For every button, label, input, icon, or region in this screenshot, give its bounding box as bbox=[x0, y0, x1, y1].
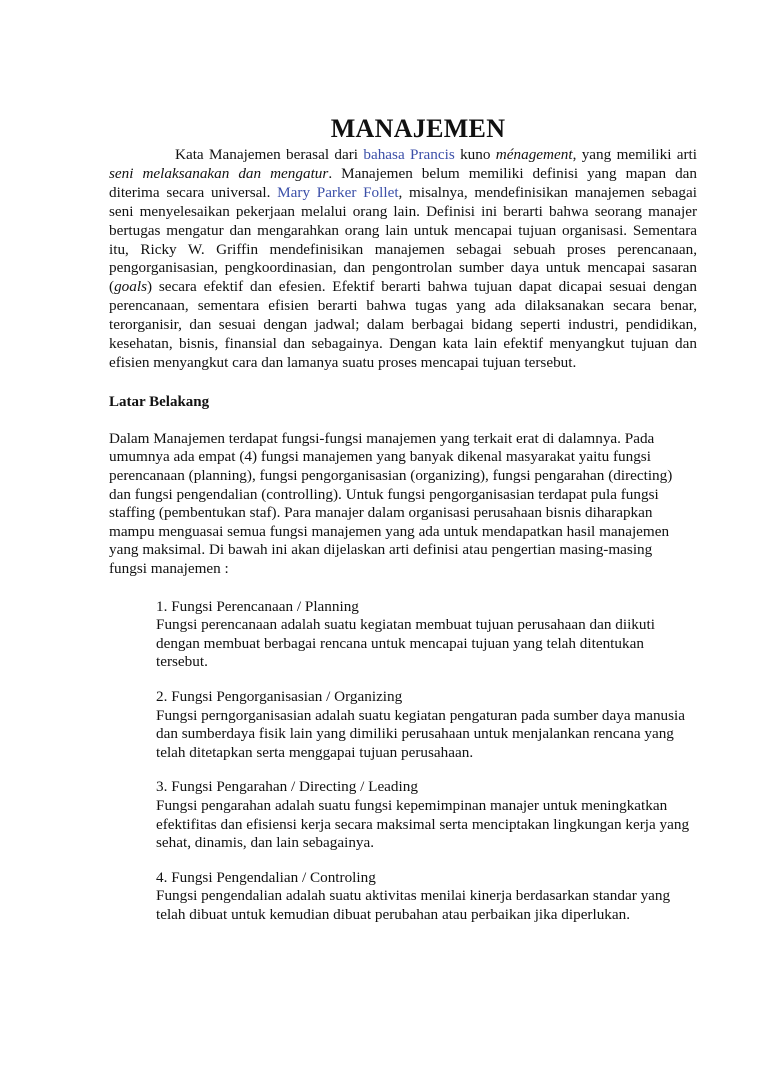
intro-text: kuno bbox=[454, 146, 496, 163]
link-bahasa-prancis[interactable]: bahasa Prancis bbox=[363, 146, 455, 163]
function-description: Fungsi pengendalian adalah suatu aktivitas menilai kinerja berdasarkan standar yang telah dibuat untuk kemudian dibuat perubahan atau perbaikan jika diperlukan. bbox=[156, 887, 671, 923]
section-heading: Latar Belakang bbox=[109, 393, 210, 410]
intro-term: ménagement bbox=[495, 146, 573, 163]
function-description: Fungsi pengarahan adalah suatu fungsi kepemimpinan manajer untuk meningkatkan efektifitas dan efisiensi kerja secara maksimal serta menciptakan lingkungan kerja yang sehat, dinamis, dan lain sebagainya. bbox=[156, 796, 690, 852]
function-item bbox=[156, 869, 696, 925]
function-title: 3. Fungsi Pengarahan / Directing / Leading bbox=[156, 778, 418, 796]
document-page bbox=[109, 112, 697, 941]
intro-text: . Manajemen belum memiliki definisi yang mapan dan diterima secara universal. bbox=[109, 164, 697, 201]
section-body: Dalam Manajemen terdapat fungsi-fungsi manajemen yang terkait erat di dalamnya. Pada umumnya ada empat (4) fungsi manajemen yang banyak dikenal masyarakat yaitu fungsi perencanaan (planning), fungsi pengorganisasian (organizing), fungsi pengarahan (directing) dan fungsi pengendalian (controlling). Untuk fungsi pengorganisasian terdapat pula fungsi staffing (pembentukan staf). Para manajer dalam organisasi perusahaan bisnis diharapkan mampu menguasai semua fungsi manajemen yang ada untuk mendapatkan hasil manajemen yang maksimal. Di bawah ini akan dijelaskan arti definisi atau pengertian masing-masing fungsi manajemen : bbox=[109, 429, 673, 578]
function-item bbox=[156, 598, 696, 672]
function-title: 4. Fungsi Pengendalian / Controling bbox=[156, 868, 376, 886]
intro-text: , misalnya, mendefinisikan manajemen sebagai seni menyelesaikan pekerjaan melalui orang lain. Definisi ini berarti bahwa seorang manajer bertugas mengatur dan mengarahkan orang lain untuk mencapai tujuan organisasi. Sementara itu, Ricky W. Griffin mendefinisikan manajemen sebagai sebuah proses perencanaan, pengorganisasian, pengkoordinasian, dan pengontrolan sumber daya untuk mencapai sasaran ( bbox=[109, 183, 697, 296]
page-title: MANAJEMEN bbox=[330, 114, 506, 143]
intro-text: Kata Manajemen berasal dari bbox=[175, 146, 364, 163]
function-description: Fungsi perngorganisasian adalah suatu kegiatan pengaturan pada sumber daya manusia dan sumberdaya fisik lain yang dimiliki perusahaan untuk menjalankan rencana yang telah ditetapkan serta menggapai tujuan perusahaan. bbox=[156, 706, 686, 761]
intro-paragraph bbox=[109, 146, 697, 373]
intro-term: goals bbox=[114, 278, 147, 296]
function-list bbox=[109, 598, 696, 925]
function-title: 1. Fungsi Perencanaan / Planning bbox=[156, 597, 359, 615]
intro-text: ) secara efektif dan efesien. Efektif berarti bahwa tujuan dapat dicapai sesuai dengan perencanaan, sementara efisien berarti bahwa tugas yang ada dilaksanakan secara benar, terorganisir, dan sesuai dengan jadwal; dalam berbagai bidang seperti industri, pendidikan, kesehatan, bisnis, finansial dan sebagainya. Dengan kata lain efektif menyangkut tujuan dan efisien menyangkut cara dan lamanya suatu proses mencapai tujuan tersebut. bbox=[109, 278, 697, 371]
intro-text: , yang memiliki arti bbox=[572, 146, 697, 163]
function-description: Fungsi perencanaan adalah suatu kegiatan membuat tujuan perusahaan dan diikuti dengan membuat berbagai rencana untuk mencapai tujuan yang telah ditentukan tersebut. bbox=[156, 616, 655, 671]
function-item bbox=[156, 688, 696, 762]
function-item bbox=[156, 778, 696, 852]
intro-term: seni melaksanakan dan mengatur bbox=[109, 164, 329, 182]
link-mary-parker-follet[interactable]: Mary Parker Follet bbox=[277, 183, 399, 201]
function-title: 2. Fungsi Pengorganisasian / Organizing bbox=[156, 688, 403, 705]
